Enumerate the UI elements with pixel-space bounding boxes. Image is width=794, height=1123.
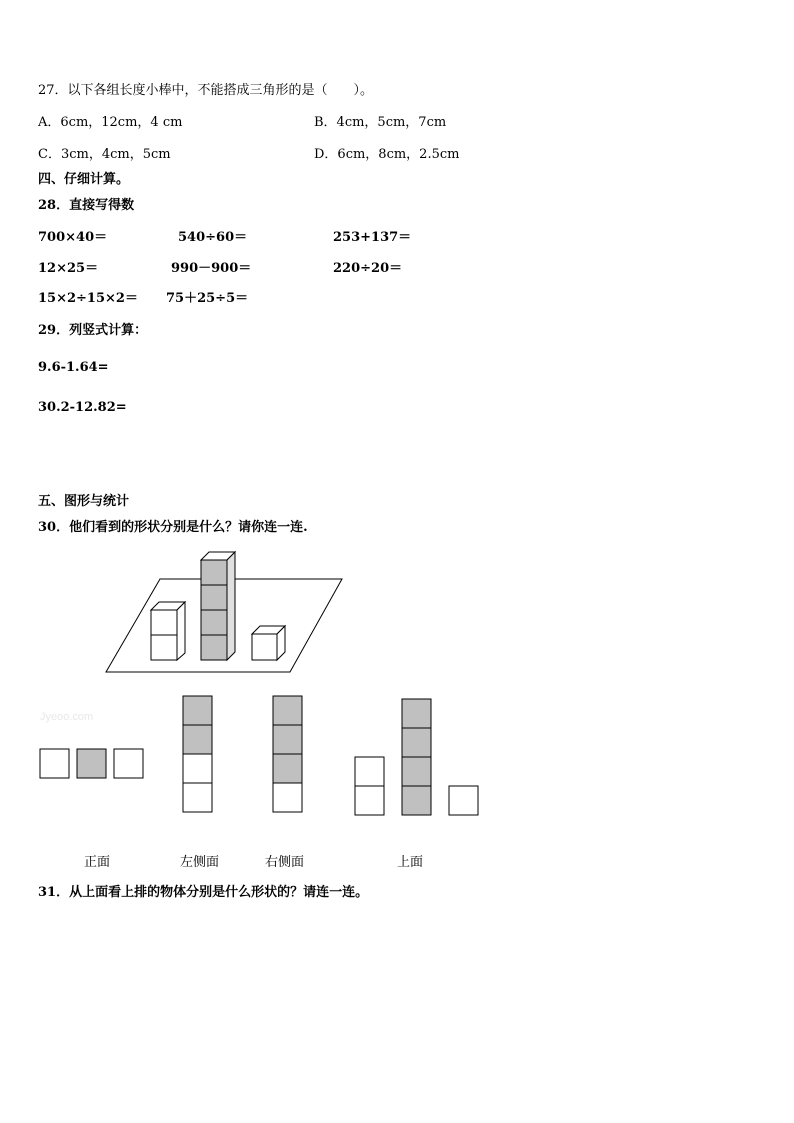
middle-cube-tower (201, 552, 235, 660)
q27-stem: 27．以下各组长度小棒中，不能搭成三角形的是（ ）。 (38, 83, 374, 98)
q29-item: 9.6-1.64= (38, 360, 109, 375)
q27-option-c[interactable]: C．3cm，4cm，5cm (38, 147, 171, 162)
q28-stem: 28．直接写得数 (38, 198, 135, 213)
section4-title: 四、仔细计算。 (38, 172, 130, 187)
right-single-cube (252, 626, 285, 660)
label-top-view: 上面 (397, 855, 424, 870)
q28-item: 15×2÷15×2＝ (38, 291, 138, 306)
q30-stem: 30．他们看到的形状分别是什么？请你连一连. (38, 520, 308, 535)
q31-stem: 31．从上面看上排的物体分别是什么形状的？请连一连。 (38, 885, 369, 900)
section5-title: 五、图形与统计 (38, 494, 130, 509)
q27-option-a[interactable]: A．6cm，12cm，4 cm (38, 115, 183, 130)
q28-item: 700×40＝ (38, 230, 108, 245)
q27-option-b[interactable]: B．4cm，5cm，7cm (314, 115, 447, 130)
view-option-3 (273, 696, 302, 812)
q28-item: 12×25＝ (38, 261, 99, 276)
q27-option-d[interactable]: D．6cm，8cm，2.5cm (314, 147, 460, 162)
view-option-4 (355, 699, 478, 815)
label-front-view: 正面 (84, 855, 111, 870)
label-right-view: 右侧面 (265, 855, 305, 870)
q28-item: 990－900＝ (171, 261, 252, 276)
view-option-2 (183, 696, 212, 812)
q28-item: 253+137＝ (333, 230, 412, 245)
label-left-view: 左侧面 (180, 855, 220, 870)
q28-item: 540÷60＝ (178, 230, 248, 245)
view-option-1 (40, 749, 143, 778)
q29-item: 30.2-12.82= (38, 400, 127, 415)
watermark: Jyeoo.com (40, 711, 94, 723)
q28-item: 75＋25÷5＝ (166, 291, 249, 306)
left-cube-stack (151, 602, 185, 660)
q28-item: 220÷20＝ (333, 261, 403, 276)
q29-stem: 29．列竖式计算： (38, 323, 148, 338)
